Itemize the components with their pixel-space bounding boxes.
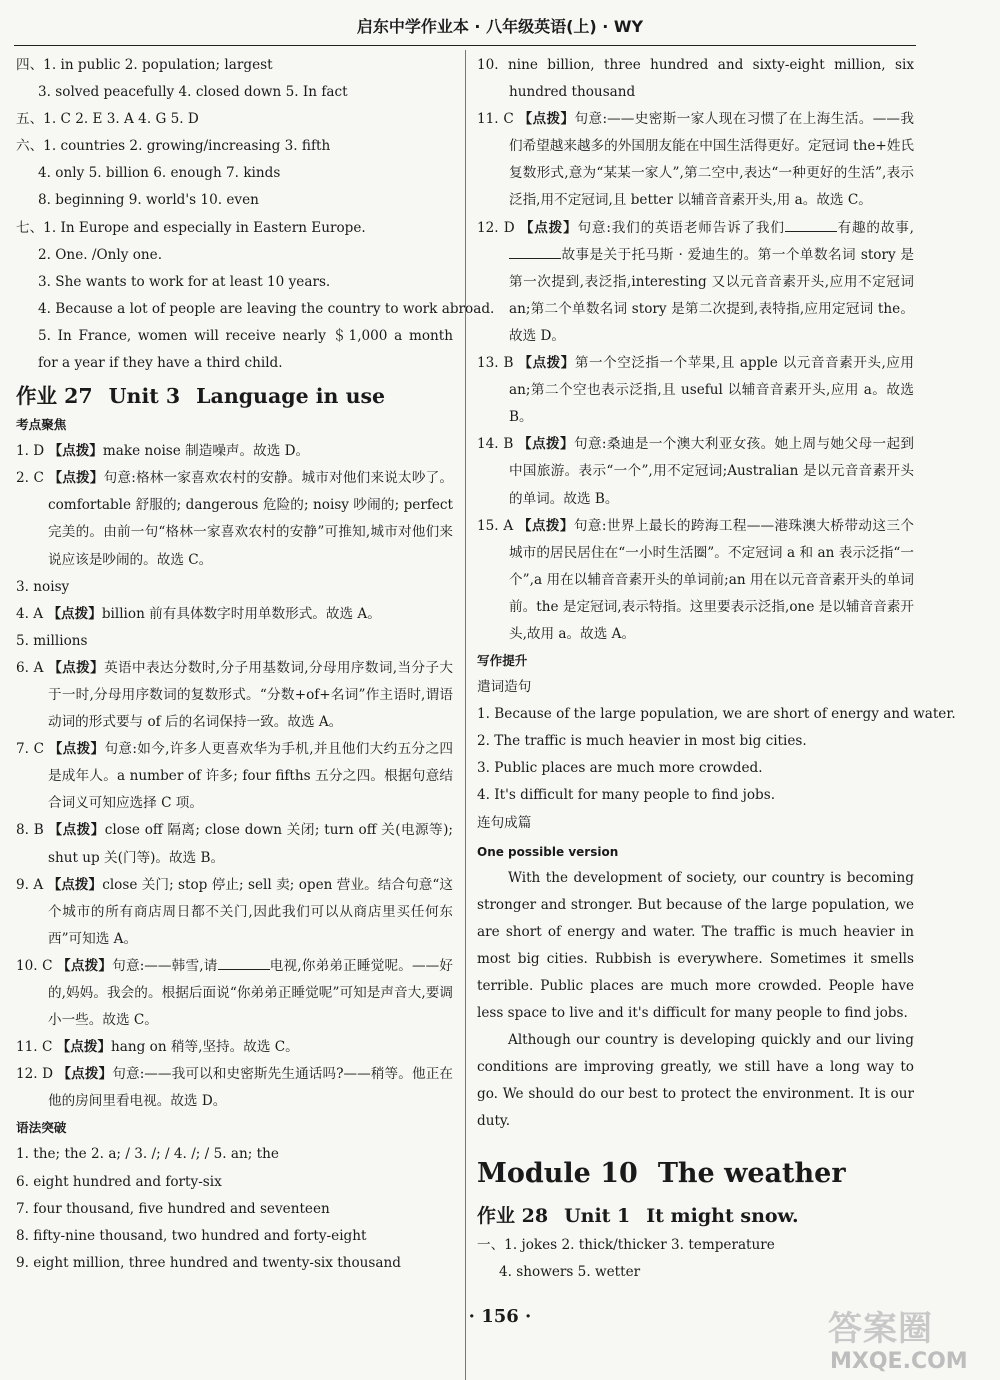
section-heading: 考点聚焦: [16, 417, 67, 433]
hint-tag: 【点拨】: [518, 436, 574, 453]
fill-blank: [509, 245, 561, 259]
section-heading: 写作提升: [477, 653, 528, 669]
answer-item: 11. C 【点拨】句意:——史密斯一家人现在习惯了在上海生活。——我们希望越来越多的外国朋友能在中国生活得更好。定冠词 the+姓氏复数形式,意为“某某一家人”,第二空中,表达“一种更好的生活”,表示泛指,用不定冠词,且 better 以辅音音素开头,用 a。故选 C。: [477, 111, 915, 209]
homework-label: 作业 27: [16, 384, 93, 409]
hint-tag: 【点拨】: [48, 443, 103, 460]
right-column: [477, 52, 956, 1286]
hint-tag: 【点拨】: [519, 219, 578, 236]
homework-27-heading: [16, 381, 453, 411]
answer-line: [16, 323, 453, 377]
module-heading: [477, 1152, 914, 1196]
answer-item: 8. B 【点拨】close off 隔离; close down 关闭; turn off 关(电源等); shut up 关(门等)。故选 B。: [16, 822, 453, 866]
answer-item: 7. C 【点拨】句意:如今,许多人更喜欢华为手机,并且他们大约五分之四是成年人。a number of 许多; four fifths 五分之四。根据句意结合词义可知应选择 C 项。: [16, 741, 453, 812]
answer-line: 3. solved peacefully 4. closed down 5. In fact: [38, 84, 348, 101]
answer-line: 8. beginning 9. world's 10. even: [38, 192, 259, 209]
answer-line: 3. Public places are much more crowded.: [477, 760, 763, 777]
answer-item: 2. C 【点拨】句意:格林一家喜欢农村的安静。城市对他们来说太吵了。comfortable 舒服的; dangerous 危险的; noisy 吵闹的; perfect 完美的。由前一句“格林一家喜欢农村的安静”可推知,城市对他们来说应该是吵闹的。故选 C。: [16, 470, 454, 568]
answer-text: 5. In France, women will receive nearly ＄1,000 a month for a year if they have a third child.: [38, 327, 453, 372]
section-heading: 语法突破: [16, 1120, 67, 1136]
answer-line: 6. eight hundred and forty-six: [16, 1173, 222, 1190]
answer-line: 7. four thousand, five hundred and seventeen: [16, 1200, 330, 1217]
hint-tag: 【点拨】: [57, 957, 113, 974]
answer-item: 4. A 【点拨】billion 前有具体数字时用单数形式。故选 A。: [16, 605, 381, 622]
subsection-heading: 连句成篇: [477, 814, 532, 831]
hint-tag: 【点拨】: [56, 1039, 112, 1056]
hint-tag: 【点拨】: [518, 111, 575, 128]
answer-line: 四、1. in public 2. population; largest: [16, 57, 273, 73]
answer-item: 13. B 【点拨】第一个空泛指一个苹果,且 apple 以元音音素开头,应用 an;第二个空也表示泛指,且 useful 以辅音音素开头,应用 a。故选 B。: [477, 355, 915, 426]
unit-title: Language in use: [196, 384, 386, 409]
page-header: [0, 14, 1000, 48]
answer-item: 12. D 【点拨】句意:我们的英语老师告诉了我们 有趣的故事,故事是关于托马斯 · 爱迪生的。第一个单数名词 story 是第一次提到,表泛指,interesting 又以元音音素开头,应用不定冠词 an;第二个单数名词 story 是第二次提到,表特指,应用定冠词 the。故选 D。: [477, 219, 914, 344]
hint-tag: 【点拨】: [48, 470, 104, 487]
answer-line: 1. Because of the large population, we are short of energy and water.: [477, 706, 956, 723]
answer-line: 9. eight million, three hundred and twenty-six thousand: [16, 1254, 401, 1271]
answer-line: 4. It's difficult for many people to find jobs.: [477, 787, 776, 804]
unit-label: Unit 3: [108, 384, 181, 409]
fill-blank: [785, 218, 837, 232]
essay-paragraph: Although our country is developing quickly and our living conditions are improving greatly, we still have a long way to go. We should do our best to protect the environment. It is our duty.: [477, 1032, 914, 1130]
hint-tag: 【点拨】: [57, 1066, 113, 1083]
answer-line: 4. only 5. billion 6. enough 7. kinds: [38, 165, 281, 182]
answer-item: 12. D 【点拨】句意:——我可以和史密斯先生通话吗?——稍等。他正在他的房间里看电视。故选 D。: [16, 1066, 454, 1110]
answer-line: 一、1. jokes 2. thick/thicker 3. temperature: [477, 1236, 775, 1253]
answer-item: 6. A 【点拨】英语中表达分数时,分子用基数词,分母用序数词,当分子大于一时,分母用序数词的复数形式。“分数+of+名词”作主语时,谓语动词的形式要与 of 后的名词保持一致。故选 A。: [16, 659, 453, 731]
essay-paragraph: With the development of society, our country is becoming stronger and stronger. But because of the large population, we are short of energy and water. The traffic is much heavier in most big cities. Rubbish is everywhere. Sometimes it smells terrible. Public places are much more crowded. People have less space to live and it's difficult for many people to find jobs.: [477, 869, 914, 1022]
answer-item: 10. nine billion, three hundred and sixty-eight million, six hundred thousand: [477, 57, 914, 101]
hint-tag: 【点拨】: [48, 822, 105, 839]
answer-item: 9. A 【点拨】close 关门; stop 停止; sell 卖; open 营业。结合句意“这个城市的所有商店周日都不关门,因此我们可以从商店里买任何东西”可知选 A。: [16, 876, 454, 947]
unit-label: Unit 1: [564, 1204, 631, 1227]
answer-item: 11. C 【点拨】hang on 稍等,坚持。故选 C。: [16, 1039, 299, 1056]
answer-line: 七、1. In Europe and especially in Eastern Europe.: [16, 219, 366, 236]
hint-tag: 【点拨】: [47, 605, 102, 622]
hint-tag: 【点拨】: [48, 741, 105, 758]
answer-line: 2. One. /Only one.: [38, 246, 163, 263]
answer-line: 4. showers 5. wetter: [499, 1263, 641, 1280]
fill-blank: [218, 956, 270, 970]
homework-28-heading: [477, 1200, 914, 1232]
answer-line: 4. Because a lot of people are leaving the country to work abroad.: [38, 300, 495, 317]
answer-item: 5. millions: [16, 632, 88, 649]
unit-title: It might snow.: [646, 1204, 799, 1227]
hint-tag: 【点拨】: [47, 876, 103, 893]
answer-item: 14. B 【点拨】句意:桑迪是一个澳大利亚女孩。她上周与她父母一起到中国旅游。表示“一个”,用不定冠词;Australian 是以元音音素开头的单词。故选 B。: [477, 436, 915, 507]
module-title: The weather: [657, 1157, 846, 1189]
answer-line: 六、1. countries 2. growing/increasing 3. fifth: [16, 138, 331, 155]
hint-tag: 【点拨】: [517, 517, 574, 534]
module-label: Module 10: [477, 1157, 638, 1189]
book-title: 启东中学作业本 · 八年级英语(上) · WY: [356, 17, 644, 36]
answer-line: 2. The traffic is much heavier in most big cities.: [477, 733, 807, 750]
answer-item: 15. A 【点拨】句意:世界上最长的跨海工程——港珠澳大桥带动这三个城市的居民居住在“一小时生活圈”。不定冠词 a 和 an 表示泛指“一个”,a 用在以辅音音素开头的单词前;an 用在以元音音素开头的单词前。the 是定冠词,表示特指。这里要表示泛指,one 是以辅音音素开头,故用 a。故选 A。: [477, 517, 915, 642]
header-rule: [14, 45, 916, 46]
answer-line: 8. fifty-nine thousand, two hundred and forty-eight: [16, 1227, 367, 1244]
left-column: [16, 52, 495, 1277]
hint-tag: 【点拨】: [518, 355, 575, 372]
watermark-logo: 答案圈: [828, 1309, 933, 1349]
hint-tag: 【点拨】: [48, 659, 105, 676]
column-divider: [465, 50, 466, 1380]
answer-line: 1. the; the 2. a; / 3. /; / 4. /; / 5. an; the: [16, 1146, 279, 1163]
answer-item: 10. C 【点拨】句意:——韩雪,请 电视,你弟弟正睡觉呢。——好的,妈妈。我会的。根据后面说“你弟弟正睡觉呢”可知是声音大,要调小一些。故选 C。: [16, 957, 454, 1029]
subsection-heading: 遣词造句: [477, 679, 532, 696]
version-label: One possible version: [477, 844, 619, 859]
watermark-url: MXQE.COM: [830, 1349, 968, 1374]
answer-line: 3. She wants to work for at least 10 years.: [38, 273, 331, 290]
answer-item: 1. D 【点拨】make noise 制造噪声。故选 D。: [16, 443, 310, 460]
page-number: · 156 ·: [468, 1306, 532, 1327]
homework-label: 作业 28: [477, 1204, 549, 1227]
answer-item: 3. noisy: [16, 578, 70, 595]
answer-line: 五、1. C 2. E 3. A 4. G 5. D: [16, 111, 199, 128]
